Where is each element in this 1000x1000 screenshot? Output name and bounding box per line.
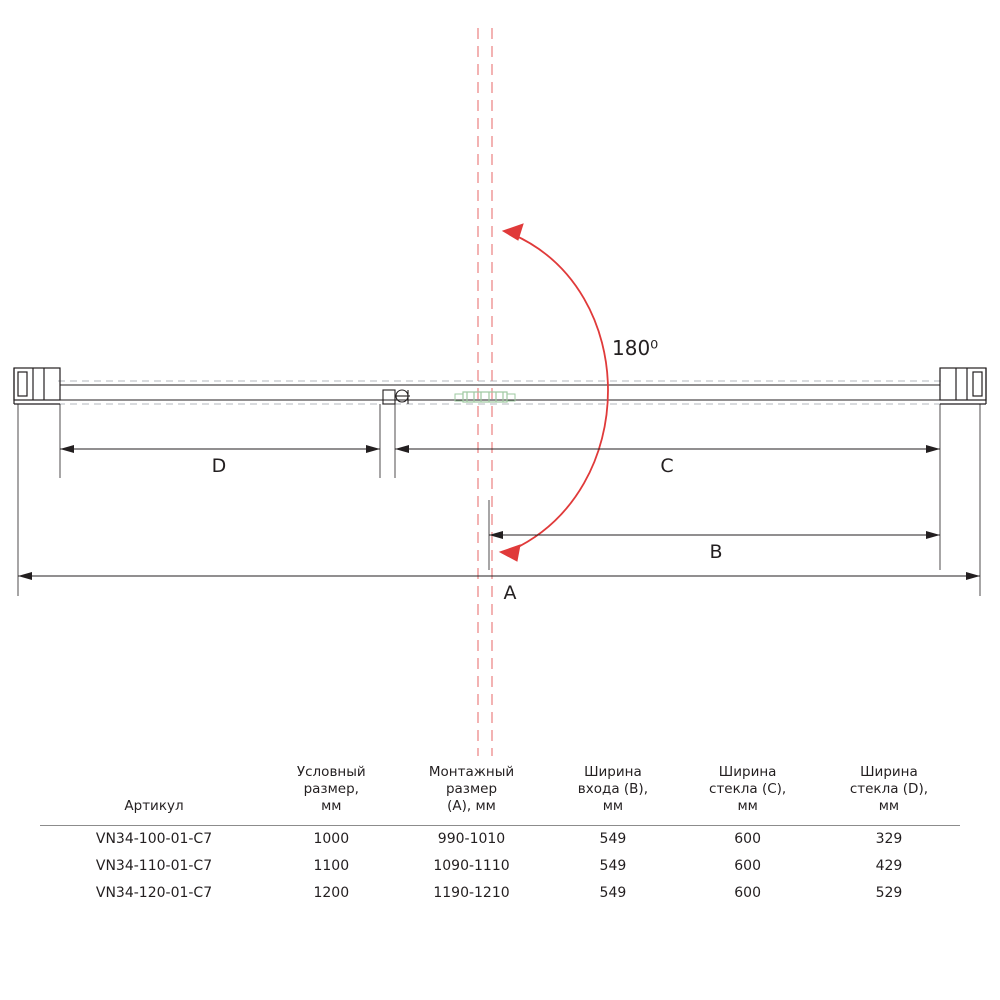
cell-entry: 549 bbox=[599, 857, 627, 874]
dimension-c bbox=[395, 445, 940, 477]
table-row bbox=[40, 880, 960, 907]
extension-lines bbox=[18, 404, 980, 596]
dimension-b bbox=[489, 531, 940, 563]
table-header-row bbox=[40, 760, 960, 825]
cell-glass-c: 600 bbox=[734, 857, 761, 874]
cell-nominal: 1000 bbox=[313, 830, 350, 847]
dimension-d bbox=[60, 445, 380, 477]
dimension-label-d: D bbox=[211, 455, 227, 477]
cell-entry: 549 bbox=[599, 884, 627, 901]
cell-mounting: 1090-1110 bbox=[433, 857, 510, 874]
cell-glass-d: 329 bbox=[875, 830, 903, 847]
spec-table-wrap bbox=[0, 760, 1000, 907]
right-wall-profile bbox=[940, 368, 986, 404]
dimension-a bbox=[18, 572, 980, 604]
col-header-glass-d: Ширина стекла (D), мм bbox=[849, 764, 929, 814]
angle-label: 180⁰ bbox=[612, 336, 659, 360]
cell-nominal: 1200 bbox=[313, 884, 350, 901]
col-header-mounting: Монтажный размер (А), мм bbox=[428, 764, 515, 814]
col-header-article: Артикул bbox=[124, 797, 184, 814]
cell-article: VN34-110-01-C7 bbox=[95, 857, 213, 874]
col-header-glass-c: Ширина стекла (С), мм bbox=[709, 764, 787, 814]
dimension-label-a: A bbox=[503, 582, 517, 604]
cell-mounting: 1190-1210 bbox=[433, 884, 510, 901]
dimension-label-c: C bbox=[660, 455, 674, 477]
left-wall-profile bbox=[14, 368, 60, 404]
cell-nominal: 1100 bbox=[313, 857, 350, 874]
col-header-nominal: Условный размер, мм bbox=[296, 764, 366, 814]
cell-glass-c: 600 bbox=[734, 884, 761, 901]
swing-arc-180 bbox=[500, 224, 658, 561]
cell-glass-c: 600 bbox=[734, 830, 761, 847]
dimension-label-b: B bbox=[709, 541, 723, 563]
table-row bbox=[40, 825, 960, 853]
cell-article: VN34-100-01-C7 bbox=[95, 830, 213, 847]
col-header-entry-width: Ширина входа (В), мм bbox=[577, 764, 648, 814]
spec-table-body bbox=[40, 825, 960, 907]
cell-article: VN34-120-01-C7 bbox=[95, 884, 213, 901]
roller-carriage-left bbox=[383, 390, 410, 404]
table-row bbox=[40, 853, 960, 880]
spec-table-head bbox=[40, 760, 960, 825]
cell-glass-d: 529 bbox=[875, 884, 903, 901]
cell-mounting: 990-1010 bbox=[437, 830, 506, 847]
cell-glass-d: 429 bbox=[875, 857, 903, 874]
spec-table bbox=[40, 760, 960, 907]
cell-entry: 549 bbox=[599, 830, 627, 847]
